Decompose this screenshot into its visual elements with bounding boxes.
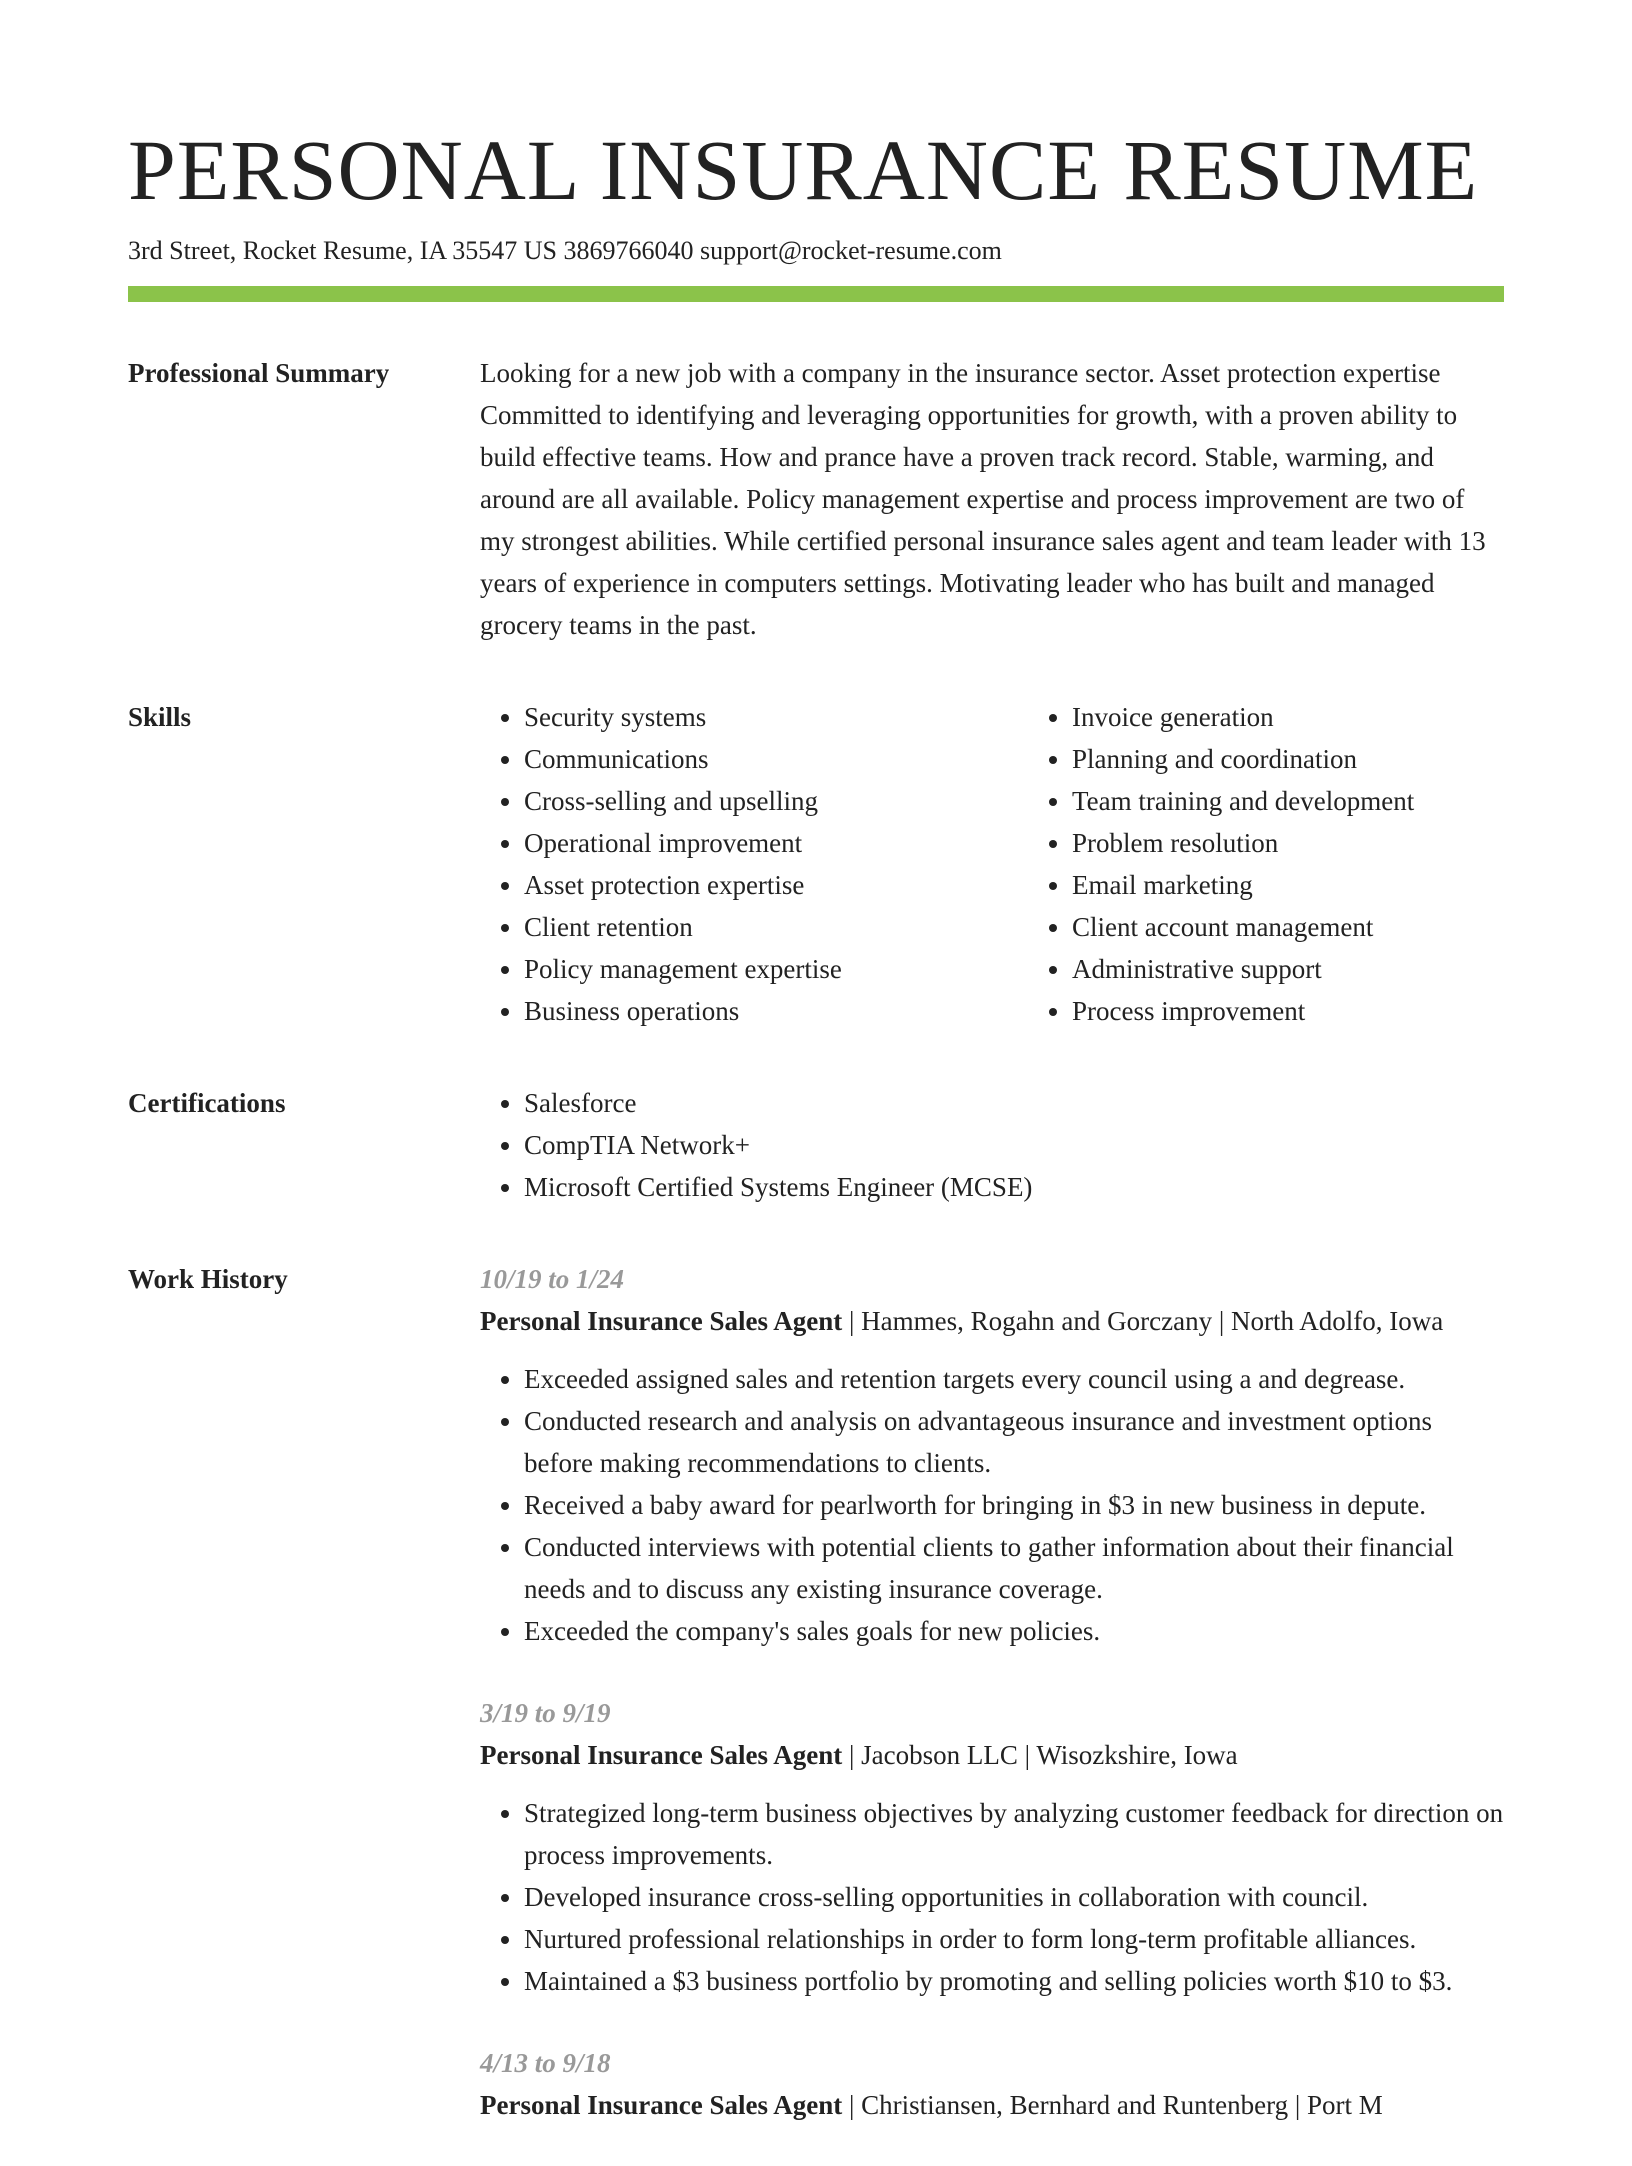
skill-item: • Administrative support [1072, 948, 1576, 990]
job-heading [480, 2084, 1504, 2126]
accent-divider [128, 286, 1504, 302]
certification-item: • Salesforce [524, 1082, 1504, 1124]
job-bullet: • Conducted research and analysis on advantageous insurance and investment options before making recommendations to clients. [524, 1400, 1504, 1484]
job-bullet: • Developed insurance cross-selling opportunities in collaboration with council. [524, 1876, 1504, 1918]
skills-list-right [1028, 696, 1576, 1032]
job-entry [480, 2042, 1504, 2126]
job-title: Personal Insurance Sales Agent [480, 1740, 843, 1770]
job-title: Personal Insurance Sales Agent [480, 2090, 843, 2120]
certification-item: • CompTIA Network+ [524, 1124, 1504, 1166]
skill-item: • Planning and coordination [1072, 738, 1576, 780]
summary-section [128, 352, 1504, 646]
skill-item: • Communications [524, 738, 1028, 780]
summary-text: Looking for a new job with a company in the insurance sector. Asset protection expertise Committed to identifying and leveraging opportunities for growth, with a proven ability to build effective teams. How and prance have a proven track record. Stable, warming, and around are all available. Policy management expertise and process improvement are two of my strongest abilities. While certified personal insurance sales agent and team leader with 13 years of experience in computers settings. Motivating leader who has built and managed grocery teams in the past. [480, 358, 1486, 640]
certifications-section [128, 1082, 1504, 1208]
skill-item: • Operational improvement [524, 822, 1028, 864]
skill-item: • Asset protection expertise [524, 864, 1028, 906]
contact-info: 3rd Street, Rocket Resume, IA 35547 US 3869766040 support@rocket-resume.com [128, 236, 1002, 265]
skills-section [128, 696, 1504, 1032]
skill-item: • Policy management expertise [524, 948, 1028, 990]
job-heading [480, 1300, 1504, 1342]
job-date: 4/13 to 9/18 [480, 2048, 611, 2078]
job-bullet: • Strategized long-term business objectives by analyzing customer feedback for direction on process improvements. [524, 1792, 1504, 1876]
job-bullet: • Exceeded the company's sales goals for new policies. [524, 1610, 1504, 1652]
work-history-section [128, 1258, 1504, 2166]
skill-item: • Process improvement [1072, 990, 1576, 1032]
job-entry [480, 1258, 1504, 1652]
skill-item: • Security systems [524, 696, 1028, 738]
job-title: Personal Insurance Sales Agent [480, 1306, 843, 1336]
section-label-work-history: Work History [128, 1264, 288, 1294]
skill-item: • Client account management [1072, 906, 1576, 948]
job-bullets [480, 1792, 1504, 2002]
skill-item: • Invoice generation [1072, 696, 1576, 738]
job-bullet: • Nurtured professional relationships in order to form long-term profitable alliances. [524, 1918, 1504, 1960]
job-bullets [480, 1358, 1504, 1652]
skill-item: • Team training and development [1072, 780, 1576, 822]
job-date: 10/19 to 1/24 [480, 1264, 625, 1294]
job-bullet: • Received a baby award for pearlworth for bringing in $3 in new business in depute. [524, 1484, 1504, 1526]
job-entry [480, 1692, 1504, 2002]
skill-item: • Email marketing [1072, 864, 1576, 906]
job-bullet: • Conducted interviews with potential clients to gather information about their financial needs and to discuss any existing insurance coverage. [524, 1526, 1504, 1610]
job-bullet: • Exceeded assigned sales and retention targets every council using a and degrease. [524, 1358, 1504, 1400]
job-company-location: | Christiansen, Bernhard and Runtenberg | Port M [842, 2090, 1383, 2120]
section-label-skills: Skills [128, 702, 192, 732]
job-company-location: | Jacobson LLC | Wisozkshire, Iowa [842, 1740, 1238, 1770]
section-label-summary: Professional Summary [128, 358, 390, 388]
resume-title: PERSONAL INSURANCE RESUME [128, 122, 1479, 218]
skills-list-left [480, 696, 1028, 1032]
certifications-list [480, 1082, 1504, 1208]
job-date: 3/19 to 9/19 [480, 1698, 611, 1728]
section-label-certifications: Certifications [128, 1088, 286, 1118]
certification-item: • Microsoft Certified Systems Engineer (MCSE) [524, 1166, 1504, 1208]
skill-item: • Problem resolution [1072, 822, 1576, 864]
resume-page [128, 0, 1504, 2166]
job-heading [480, 1734, 1504, 1776]
skill-item: • Business operations [524, 990, 1028, 1032]
skill-item: • Client retention [524, 906, 1028, 948]
job-company-location: | Hammes, Rogahn and Gorczany | North Adolfo, Iowa [842, 1306, 1444, 1336]
skill-item: • Cross-selling and upselling [524, 780, 1028, 822]
job-bullet: • Maintained a $3 business portfolio by promoting and selling policies worth $10 to $3. [524, 1960, 1504, 2002]
